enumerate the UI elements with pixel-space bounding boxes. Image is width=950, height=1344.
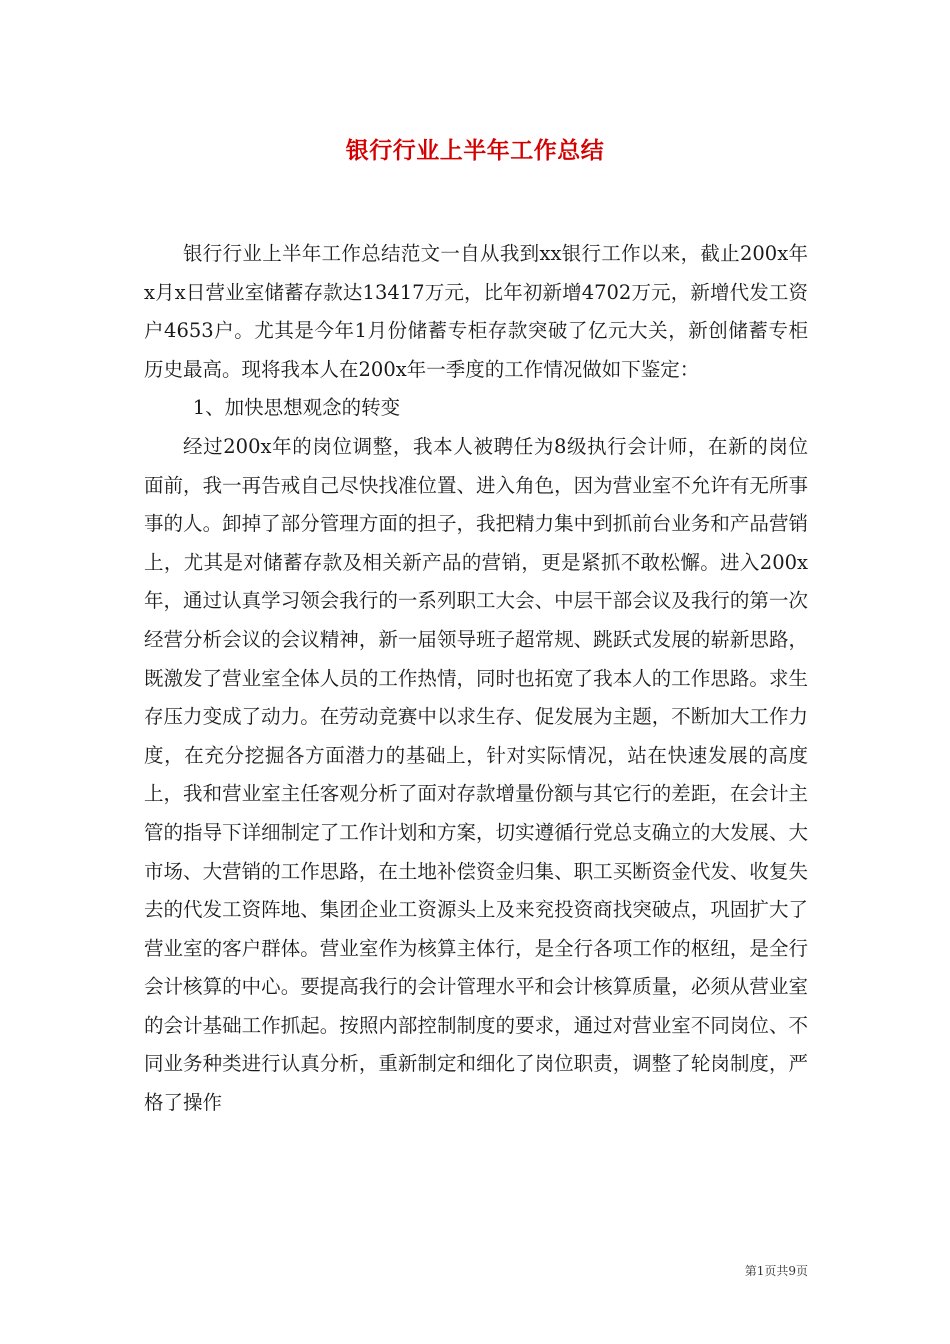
paragraph-main: 经过200x年的岗位调整，我本人被聘任为8级执行会计师，在新的岗位面前，我一再告戒自己尽快找准位置、进入角色，因为营业室不允许有无所事事的人。卸掉了部分管理方面的担子，我把精力集中到抓前台业务和产品营销上，尤其是对储蓄存款及相关新产品的营销，更是紧抓不敢松懈。进入200x年，通过认真学习领会我行的一系列职工大会、中层干部会议及我行的第一次经营分析会议的会议精神，新一届领导班子超常规、跳跃式发展的崭新思路，既激发了营业室全体人员的工作热情，同时也拓宽了我本人的工作思路。求生存压力变成了动力。在劳动竞赛中以求生存、促发展为主题，不断加大工作力度，在充分挖掘各方面潜力的基础上，针对实际情况，站在快速发展的高度上，我和营业室主任客观分析了面对存款增量份额与其它行的差距，在会计主管的指导下详细制定了工作计划和方案，切实遵循行党总支确立的大发展、大市场、大营销的工作思路，在土地补偿资金归集、职工买断资金代发、收复失去的代发工资阵地、集团企业工资源头上及来兖投资商找突破点，巩固扩大了营业室的客户群体。营业室作为核算主体行，是全行各项工作的枢纽，是全行会计核算的中心。要提高我行的会计管理水平和会计核算质量，必须从营业室的会计基础工作抓起。按照内部控制制度的要求，通过对营业室不同岗位、不同业务种类进行认真分析，重新制定和细化了岗位职责，调整了轮岗制度，严格了操作 xyxy=(144,434,808,1115)
page-number: 第1页共9页 xyxy=(744,1264,808,1278)
section-heading: 1、加快思想观念的转变 xyxy=(192,396,401,420)
document-title: 银行行业上半年工作总结 xyxy=(345,138,605,164)
paragraph-intro: 银行行业上半年工作总结范文一自从我到xx银行工作以来，截止200x年x月x日营业室储蓄存款达13417万元，比年初新增4702万元，新增代发工资户4653户。尤其是今年1月份储蓄专柜存款突破了亿元大关，新创储蓄专柜历史最高。现将我本人在200x年一季度的工作情况做如下鉴定： xyxy=(144,242,808,381)
document-body xyxy=(144,235,808,1123)
